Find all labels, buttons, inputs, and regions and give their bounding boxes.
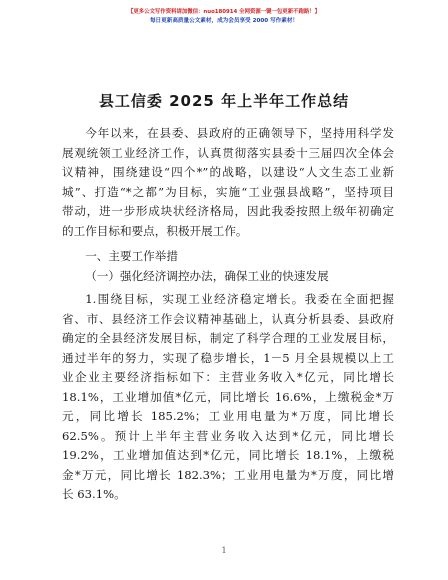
- document-title: 县工信委 2025 年上半年工作总结: [98, 92, 350, 110]
- page-number: 1: [221, 546, 227, 555]
- section-heading: [62, 247, 394, 267]
- text-line: 元，同比增长 185.2%；工业用电量为*万度，同比增长: [62, 409, 394, 423]
- text-line: 的工作目标和要点，积极开展工作。: [62, 223, 248, 238]
- text-line: 业企业主要经济指标如下：主营业务收入*亿元，同比增长: [62, 370, 394, 384]
- section-1-heading: 一、主要工作举措: [85, 249, 178, 263]
- promo-banner: [0, 8, 448, 26]
- promo-line-2: 每日更新高质量公文素材，成为会员享受 2000 写作素材！: [149, 18, 299, 24]
- text-line: 城”、打造“*之都”为目标，实施“工业强县战略”，坚持项目: [62, 184, 394, 199]
- text-line: 议精神，围绕建设“四个*”的战略，以建设“人文生态工业新: [62, 165, 394, 179]
- subsection-1-heading: （一）强化经济调控办法，确保工业的快速发展: [85, 269, 329, 283]
- text-line: 19.2%，工业增加值达到*亿元，同比增长 18.1%，上缴税: [62, 448, 394, 462]
- intro-paragraph: [62, 124, 394, 241]
- text-line: 通过半年的努力，实现了稳步增长，1－5 月全县规模以上工: [62, 350, 394, 365]
- subsection-heading: [62, 267, 394, 287]
- text-line: 1.围绕目标，实现工业经济稳定增长。我委在全面把握: [85, 292, 394, 306]
- text-line: 62.5%。预计上半年主营业务收入达到*亿元，同比增长: [62, 428, 394, 443]
- text-line: 带动，进一步形成块状经济格局，因此我委按照上级年初确定: [62, 204, 394, 218]
- text-line: 金*万元，同比增长 182.3%；工业用电量为*万度，同比增: [62, 467, 394, 482]
- promo-line-1: 【更多公文写作资料请加微信：nuo180914 全网资源一键一包更新不跑路！】: [127, 9, 321, 15]
- text-line: 今年以来，在县委、县政府的正确领导下，坚持用科学发: [85, 126, 394, 140]
- text-line: 展观统领工业经济工作，认真贯彻落实县委十三届四次全体会: [62, 145, 394, 160]
- text-line: 18.1%，工业增加值*亿元，同比增长 16.6%，上缴税金*万: [62, 389, 394, 404]
- text-line: 确定的全县经济发展目标，制定了科学合理的工业发展目标，: [62, 331, 394, 345]
- text-line: 长 63.1%。: [62, 487, 126, 501]
- paragraph-1: [62, 290, 394, 505]
- text-line: 省、市、县经济工作会议精神基础上，认真分析县委、县政府: [62, 311, 394, 326]
